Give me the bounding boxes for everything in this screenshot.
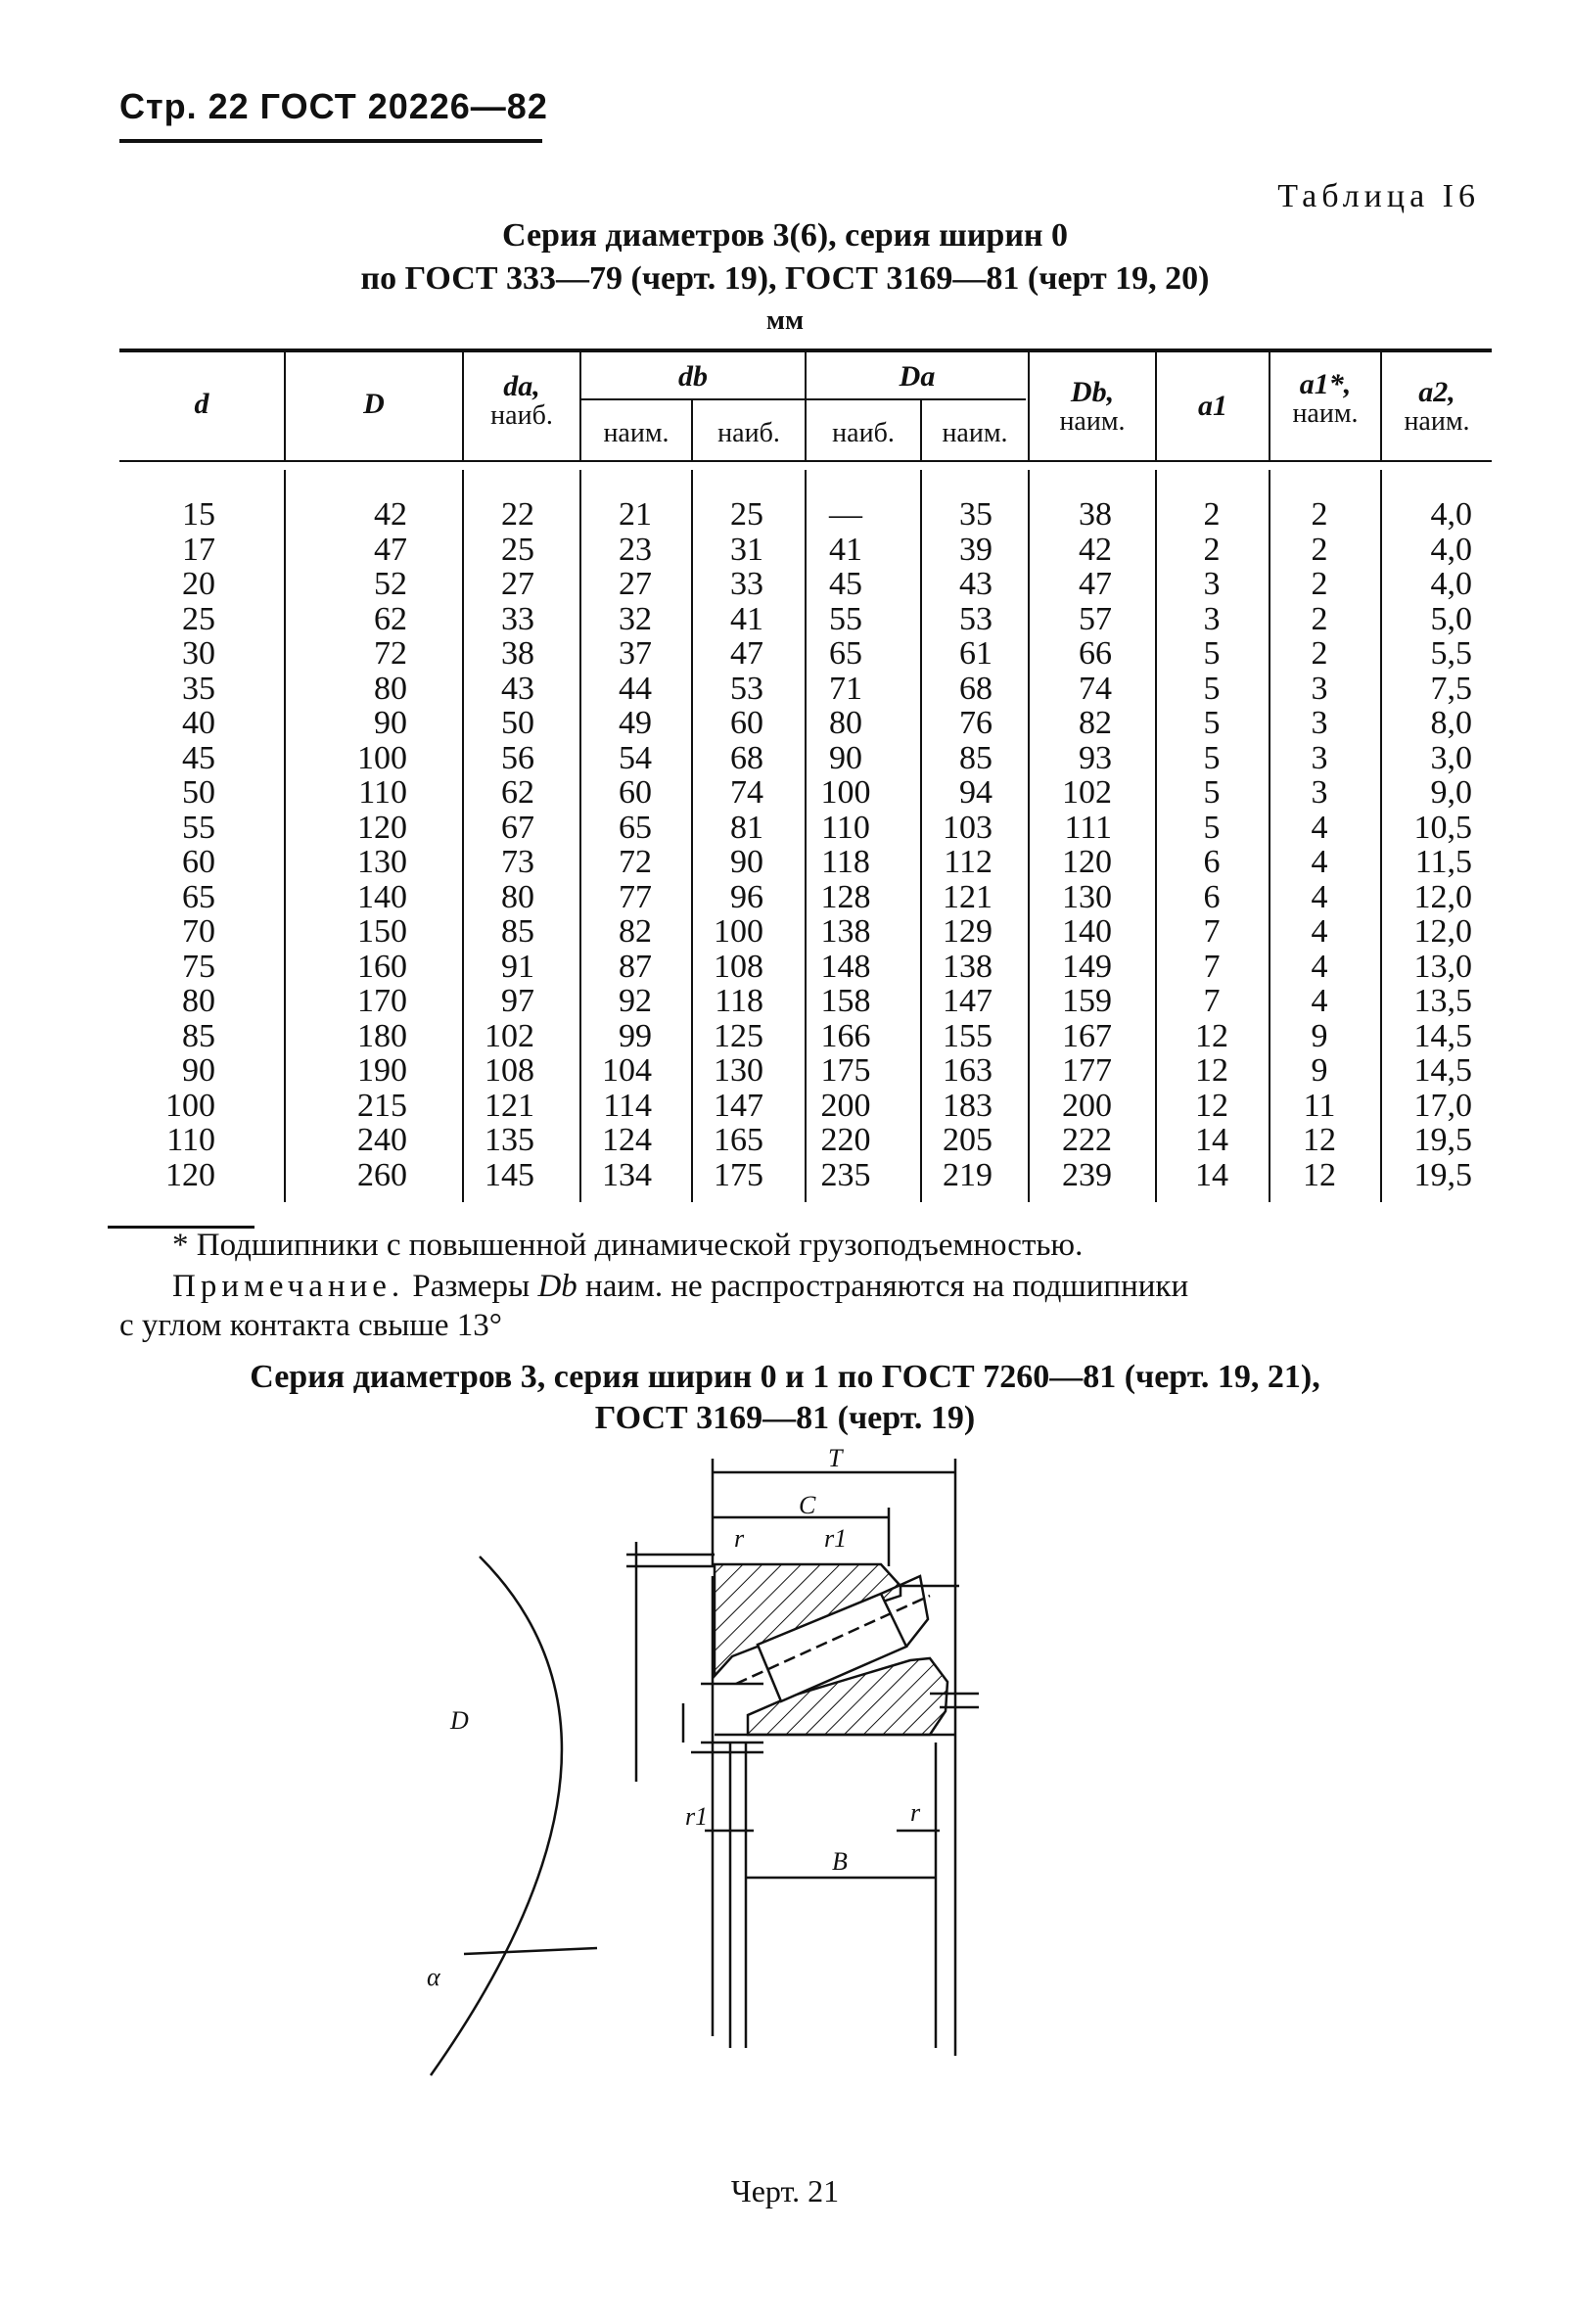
table-cell: 240 bbox=[357, 1122, 407, 1158]
table-cell: 66 bbox=[1079, 635, 1112, 672]
table-cell: 4 bbox=[1311, 878, 1328, 915]
table-cell: 110 bbox=[821, 809, 870, 846]
body-divider bbox=[691, 470, 693, 1202]
table-cell: 120 bbox=[1062, 844, 1112, 880]
label-r-top: r bbox=[734, 1524, 745, 1553]
table-cell: 118 bbox=[715, 983, 763, 1019]
table-cell: 7 bbox=[1203, 913, 1221, 950]
table-cell: 74 bbox=[1079, 670, 1112, 707]
table-cell: 112 bbox=[944, 844, 993, 880]
table-cell: 55 bbox=[829, 600, 862, 637]
table-cell: 60 bbox=[730, 705, 763, 741]
table-cell: 41 bbox=[829, 531, 862, 568]
table-cell: 200 bbox=[820, 1087, 871, 1124]
table-cell: 33 bbox=[730, 566, 763, 602]
table-cell: 35 bbox=[182, 670, 215, 707]
table-cell: 4 bbox=[1311, 809, 1328, 846]
header-a1-star: a1*, наим. bbox=[1292, 368, 1359, 429]
table-cell: 92 bbox=[619, 983, 652, 1019]
header-db-min: наим. bbox=[603, 418, 670, 448]
table-cell: 158 bbox=[820, 983, 871, 1019]
table-cell: 222 bbox=[1062, 1122, 1112, 1158]
table-cell: 12 bbox=[1195, 1017, 1228, 1054]
body-divider bbox=[1269, 470, 1270, 1202]
table-cell: 65 bbox=[182, 878, 215, 915]
table-cell: 2 bbox=[1311, 635, 1328, 672]
section-title-line-2: ГОСТ 3169—81 (черт. 19) bbox=[594, 1400, 976, 1436]
table-cell: 76 bbox=[959, 705, 993, 741]
table-cell: 121 bbox=[485, 1087, 534, 1124]
table-cell: 85 bbox=[182, 1017, 215, 1054]
table-cell: 38 bbox=[1079, 496, 1112, 533]
table-cell: 96 bbox=[730, 878, 763, 915]
label-C: C bbox=[799, 1491, 816, 1519]
table-cell: 12 bbox=[1303, 1122, 1336, 1158]
table-cell: 12 bbox=[1195, 1087, 1228, 1124]
table-cell: 77 bbox=[619, 878, 652, 915]
body-divider bbox=[1028, 470, 1030, 1202]
table-cell: 80 bbox=[182, 983, 215, 1019]
table-cell: 3 bbox=[1311, 705, 1328, 741]
table-cell: 175 bbox=[820, 1052, 871, 1089]
table-cell: 4 bbox=[1311, 983, 1328, 1019]
table-cell: — bbox=[829, 496, 862, 533]
label-alpha: α bbox=[427, 1963, 440, 1991]
table-cell: 91 bbox=[501, 948, 534, 985]
table-cell: 25 bbox=[501, 531, 534, 568]
table-cell: 4,0 bbox=[1430, 566, 1472, 602]
column-Da-min bbox=[930, 497, 993, 1192]
table-cell: 108 bbox=[714, 948, 763, 985]
table-cell: 235 bbox=[820, 1156, 871, 1193]
table-cell: 102 bbox=[1062, 774, 1112, 811]
table-cell: 140 bbox=[357, 878, 407, 915]
table-cell: 61 bbox=[959, 635, 993, 672]
column-db-min bbox=[595, 497, 652, 1192]
table-cell: 215 bbox=[357, 1087, 407, 1124]
page-header: Стр. 22 ГОСТ 20226—82 bbox=[119, 86, 548, 126]
table-cell: 99 bbox=[619, 1017, 652, 1054]
table-cell: 45 bbox=[829, 566, 862, 602]
table-cell: 103 bbox=[943, 809, 993, 846]
header-D: D bbox=[363, 388, 385, 420]
table-cell: 5,5 bbox=[1430, 635, 1472, 672]
table-cell: 23 bbox=[619, 531, 652, 568]
table-cell: 17 bbox=[182, 531, 215, 568]
table-header-rule bbox=[119, 460, 1492, 462]
table-cell: 73 bbox=[501, 844, 534, 880]
table-cell: 149 bbox=[1062, 948, 1112, 985]
table-cell: 80 bbox=[501, 878, 534, 915]
table-cell: 82 bbox=[1079, 705, 1112, 741]
table-cell: 7 bbox=[1203, 948, 1221, 985]
header-d: d bbox=[194, 388, 209, 420]
table-cell: 138 bbox=[943, 948, 993, 985]
table-cell: 260 bbox=[357, 1156, 407, 1193]
table-cell: 37 bbox=[619, 635, 652, 672]
table-cell: 220 bbox=[820, 1122, 871, 1158]
table-cell: 20 bbox=[182, 566, 215, 602]
table-cell: 175 bbox=[714, 1156, 763, 1193]
table-cell: 93 bbox=[1079, 739, 1112, 776]
table-cell: 121 bbox=[943, 878, 993, 915]
header-Da: Da bbox=[899, 360, 936, 393]
column-d bbox=[157, 497, 215, 1192]
table-cell: 180 bbox=[357, 1017, 407, 1054]
footnote: * Подшипники с повышенной динамической грузоподъемностью. bbox=[172, 1228, 1084, 1263]
table-cell: 9 bbox=[1311, 1052, 1328, 1089]
table-cell: 165 bbox=[714, 1122, 763, 1158]
table-cell: 3 bbox=[1311, 774, 1328, 811]
body-divider bbox=[805, 470, 807, 1202]
table-cell: 60 bbox=[182, 844, 215, 880]
table-cell: 47 bbox=[730, 635, 763, 672]
column-db-max bbox=[707, 497, 763, 1192]
table-cell: 5 bbox=[1203, 739, 1221, 776]
table-cell: 32 bbox=[619, 600, 652, 637]
table-cell: 21 bbox=[619, 496, 652, 533]
table-cell: 41 bbox=[730, 600, 763, 637]
table-cell: 108 bbox=[485, 1052, 534, 1089]
table-cell: 100 bbox=[820, 774, 871, 811]
section-title-line-1: Серия диаметров 3, серия ширин 0 и 1 по ГОСТ 7260—81 (черт. 19, 21), bbox=[250, 1359, 1320, 1395]
table-cell: 2 bbox=[1311, 496, 1328, 533]
table-cell: 11,5 bbox=[1414, 844, 1472, 880]
table-cell: 50 bbox=[501, 705, 534, 741]
table-cell: 6 bbox=[1203, 878, 1221, 915]
column-Db-min bbox=[1049, 497, 1112, 1192]
table-cell: 150 bbox=[357, 913, 407, 950]
column-Da-max bbox=[814, 497, 877, 1192]
table-cell: 94 bbox=[959, 774, 993, 811]
table-cell: 5 bbox=[1203, 774, 1221, 811]
table-cell: 47 bbox=[1079, 566, 1112, 602]
table-cell: 97 bbox=[501, 983, 534, 1019]
table-cell: 104 bbox=[602, 1052, 652, 1089]
table-cell: 14,5 bbox=[1413, 1017, 1472, 1054]
table-cell: 90 bbox=[829, 739, 862, 776]
table-cell: 90 bbox=[374, 705, 407, 741]
table-cell: 3 bbox=[1203, 600, 1221, 637]
table-cell: 13,5 bbox=[1413, 983, 1472, 1019]
table-cell: 14 bbox=[1195, 1122, 1228, 1158]
table-cell: 3 bbox=[1311, 739, 1328, 776]
table-cell: 118 bbox=[821, 844, 870, 880]
table-cell: 54 bbox=[619, 739, 652, 776]
table-cell: 147 bbox=[714, 1087, 763, 1124]
table-cell: 124 bbox=[602, 1122, 652, 1158]
table-cell: 43 bbox=[501, 670, 534, 707]
table-cell: 3,0 bbox=[1430, 739, 1472, 776]
table-cell: 47 bbox=[374, 531, 407, 568]
table-cell: 90 bbox=[730, 844, 763, 880]
table-cell: 75 bbox=[182, 948, 215, 985]
table-cell: 60 bbox=[619, 774, 652, 811]
table-cell: 120 bbox=[357, 809, 407, 846]
table-cell: 205 bbox=[943, 1122, 993, 1158]
table-cell: 90 bbox=[182, 1052, 215, 1089]
table-cell: 9,0 bbox=[1430, 774, 1472, 811]
remark-line-2: с углом контакта свыше 13° bbox=[119, 1308, 502, 1343]
table-cell: 100 bbox=[357, 739, 407, 776]
table-cell: 130 bbox=[357, 844, 407, 880]
table-cell: 114 bbox=[603, 1087, 652, 1124]
table-cell: 3 bbox=[1203, 566, 1221, 602]
table-cell: 100 bbox=[165, 1087, 215, 1124]
header-db: db bbox=[678, 360, 708, 393]
table-cell: 42 bbox=[374, 496, 407, 533]
table-cell: 130 bbox=[1062, 878, 1112, 915]
table-cell: 177 bbox=[1062, 1052, 1112, 1089]
table-cell: 44 bbox=[619, 670, 652, 707]
db-group-rule bbox=[581, 398, 805, 400]
label-r1-top: r1 bbox=[824, 1524, 848, 1553]
table-cell: 167 bbox=[1062, 1017, 1112, 1054]
table-cell: 72 bbox=[374, 635, 407, 672]
table-cell: 80 bbox=[829, 705, 862, 741]
table-cell: 140 bbox=[1062, 913, 1112, 950]
table-cell: 71 bbox=[829, 670, 862, 707]
table-cell: 138 bbox=[820, 913, 871, 950]
table-cell: 7 bbox=[1203, 983, 1221, 1019]
column-a2-min bbox=[1390, 497, 1472, 1192]
label-B: B bbox=[832, 1847, 848, 1876]
table-cell: 200 bbox=[1062, 1087, 1112, 1124]
table-cell: 155 bbox=[943, 1017, 993, 1054]
table-cell: 135 bbox=[485, 1122, 534, 1158]
table-cell: 183 bbox=[943, 1087, 993, 1124]
label-D: D bbox=[450, 1706, 469, 1735]
table-cell: 190 bbox=[357, 1052, 407, 1089]
table-cell: 163 bbox=[943, 1052, 993, 1089]
table-cell: 19,5 bbox=[1413, 1122, 1472, 1158]
remark: Примечание. Размеры Db наим. не распространяются на подшипники bbox=[172, 1269, 1189, 1304]
body-divider bbox=[462, 470, 464, 1202]
table-cell: 2 bbox=[1203, 496, 1221, 533]
table-cell: 10,5 bbox=[1413, 809, 1472, 846]
table-cell: 145 bbox=[485, 1156, 534, 1193]
body-divider bbox=[284, 470, 286, 1202]
table-title-line-2: по ГОСТ 333—79 (черт. 19), ГОСТ 3169—81 (черт 19, 20) bbox=[360, 260, 1210, 297]
header-da: da, наиб. bbox=[490, 370, 553, 431]
table-cell: 87 bbox=[619, 948, 652, 985]
table-cell: 35 bbox=[959, 496, 993, 533]
table-cell: 125 bbox=[714, 1017, 763, 1054]
body-divider bbox=[579, 470, 581, 1202]
table-cell: 30 bbox=[182, 635, 215, 672]
table-cell: 53 bbox=[959, 600, 993, 637]
table-cell: 85 bbox=[959, 739, 993, 776]
table-cell: 5 bbox=[1203, 809, 1221, 846]
table-cell: 53 bbox=[730, 670, 763, 707]
header-Da-max: наиб. bbox=[832, 418, 895, 448]
table-cell: 55 bbox=[182, 809, 215, 846]
table-cell: 12,0 bbox=[1413, 913, 1472, 950]
table-cell: 39 bbox=[959, 531, 993, 568]
table-cell: 52 bbox=[374, 566, 407, 602]
table-cell: 85 bbox=[501, 913, 534, 950]
table-cell: 19,5 bbox=[1413, 1156, 1472, 1193]
table-cell: 17,0 bbox=[1413, 1087, 1472, 1124]
table-cell: 25 bbox=[730, 496, 763, 533]
table-cell: 65 bbox=[829, 635, 862, 672]
table-cell: 56 bbox=[501, 739, 534, 776]
table-cell: 110 bbox=[358, 774, 407, 811]
table-cell: 38 bbox=[501, 635, 534, 672]
bearing-drawing bbox=[427, 1444, 1077, 2115]
column-da-max bbox=[478, 497, 534, 1192]
table-cell: 170 bbox=[357, 983, 407, 1019]
table-cell: 100 bbox=[714, 913, 763, 950]
table-cell: 5 bbox=[1203, 670, 1221, 707]
header-rule bbox=[119, 139, 542, 143]
column-D bbox=[352, 497, 407, 1192]
table-cell: 65 bbox=[619, 809, 652, 846]
table-cell: 22 bbox=[501, 496, 534, 533]
body-divider bbox=[1380, 470, 1382, 1202]
table-cell: 50 bbox=[182, 774, 215, 811]
table-cell: 14,5 bbox=[1413, 1052, 1472, 1089]
table-cell: 31 bbox=[730, 531, 763, 568]
table-cell: 6 bbox=[1203, 844, 1221, 880]
table-cell: 12 bbox=[1195, 1052, 1228, 1089]
table-cell: 15 bbox=[182, 496, 215, 533]
table-cell: 11 bbox=[1303, 1087, 1336, 1124]
table-cell: 33 bbox=[501, 600, 534, 637]
remark-label: Примечание. bbox=[172, 1269, 405, 1304]
table-cell: 72 bbox=[619, 844, 652, 880]
table-cell: 4,0 bbox=[1430, 531, 1472, 568]
table-cell: 40 bbox=[182, 705, 215, 741]
table-cell: 159 bbox=[1062, 983, 1112, 1019]
table-cell: 4,0 bbox=[1430, 496, 1472, 533]
table-cell: 128 bbox=[820, 878, 871, 915]
table-number: Таблица I6 bbox=[1277, 178, 1480, 214]
table-cell: 3 bbox=[1311, 670, 1328, 707]
table-cell: 102 bbox=[485, 1017, 534, 1054]
table-cell: 129 bbox=[943, 913, 993, 950]
table-cell: 166 bbox=[820, 1017, 871, 1054]
table-cell: 4 bbox=[1311, 913, 1328, 950]
table-cell: 2 bbox=[1203, 531, 1221, 568]
body-divider bbox=[1155, 470, 1157, 1202]
table-cell: 67 bbox=[501, 809, 534, 846]
table-cell: 81 bbox=[730, 809, 763, 846]
table-cell: 8,0 bbox=[1430, 705, 1472, 741]
table-cell: 219 bbox=[943, 1156, 993, 1193]
table-cell: 130 bbox=[714, 1052, 763, 1089]
header-db-max: наиб. bbox=[717, 418, 780, 448]
header-a1: a1 bbox=[1198, 390, 1227, 422]
table-cell: 4 bbox=[1311, 844, 1328, 880]
table-cell: 49 bbox=[619, 705, 652, 741]
Da-group-rule bbox=[807, 398, 1026, 400]
table-unit: мм bbox=[765, 305, 805, 336]
table-cell: 12,0 bbox=[1413, 878, 1472, 915]
table-title-line-1: Серия диаметров 3(6), серия ширин 0 bbox=[501, 217, 1069, 254]
table-cell: 120 bbox=[165, 1156, 215, 1193]
table-cell: 57 bbox=[1079, 600, 1112, 637]
table-cell: 14 bbox=[1195, 1156, 1228, 1193]
label-r1-bottom: r1 bbox=[685, 1802, 709, 1831]
table-cell: 13,0 bbox=[1413, 948, 1472, 985]
header-Da-min: наим. bbox=[942, 418, 1008, 448]
table-cell: 5 bbox=[1203, 705, 1221, 741]
table-cell: 7,5 bbox=[1430, 670, 1472, 707]
table-cell: 27 bbox=[501, 566, 534, 602]
table-cell: 239 bbox=[1062, 1156, 1112, 1193]
body-divider bbox=[920, 470, 922, 1202]
table-cell: 147 bbox=[943, 983, 993, 1019]
table-cell: 68 bbox=[730, 739, 763, 776]
table-cell: 62 bbox=[374, 600, 407, 637]
table-cell: 68 bbox=[959, 670, 993, 707]
figure-caption: Черт. 21 bbox=[730, 2173, 840, 2208]
table-cell: 62 bbox=[501, 774, 534, 811]
table-cell: 5,0 bbox=[1430, 600, 1472, 637]
table-cell: 2 bbox=[1311, 566, 1328, 602]
table-cell: 82 bbox=[619, 913, 652, 950]
table-cell: 5 bbox=[1203, 635, 1221, 672]
table-cell: 70 bbox=[182, 913, 215, 950]
table-cell: 45 bbox=[182, 739, 215, 776]
table-cell: 111 bbox=[1064, 809, 1112, 846]
table-cell: 9 bbox=[1311, 1017, 1328, 1054]
label-r-bottom: r bbox=[910, 1798, 921, 1827]
table-cell: 25 bbox=[182, 600, 215, 637]
table-cell: 74 bbox=[730, 774, 763, 811]
table-cell: 2 bbox=[1311, 531, 1328, 568]
table-cell: 110 bbox=[166, 1122, 215, 1158]
table-cell: 148 bbox=[820, 948, 871, 985]
table-cell: 4 bbox=[1311, 948, 1328, 985]
table-cell: 43 bbox=[959, 566, 993, 602]
column-a1-star bbox=[1298, 497, 1341, 1192]
table-cell: 27 bbox=[619, 566, 652, 602]
table-cell: 80 bbox=[374, 670, 407, 707]
table-cell: 42 bbox=[1079, 531, 1112, 568]
table-cell: 160 bbox=[357, 948, 407, 985]
table-cell: 134 bbox=[602, 1156, 652, 1193]
column-a1 bbox=[1190, 497, 1233, 1192]
header-Db: Db, наим. bbox=[1059, 376, 1126, 437]
table-cell: 2 bbox=[1311, 600, 1328, 637]
header-a2: a2, наим. bbox=[1404, 376, 1470, 437]
table-cell: 12 bbox=[1303, 1156, 1336, 1193]
label-T: T bbox=[828, 1444, 843, 1472]
